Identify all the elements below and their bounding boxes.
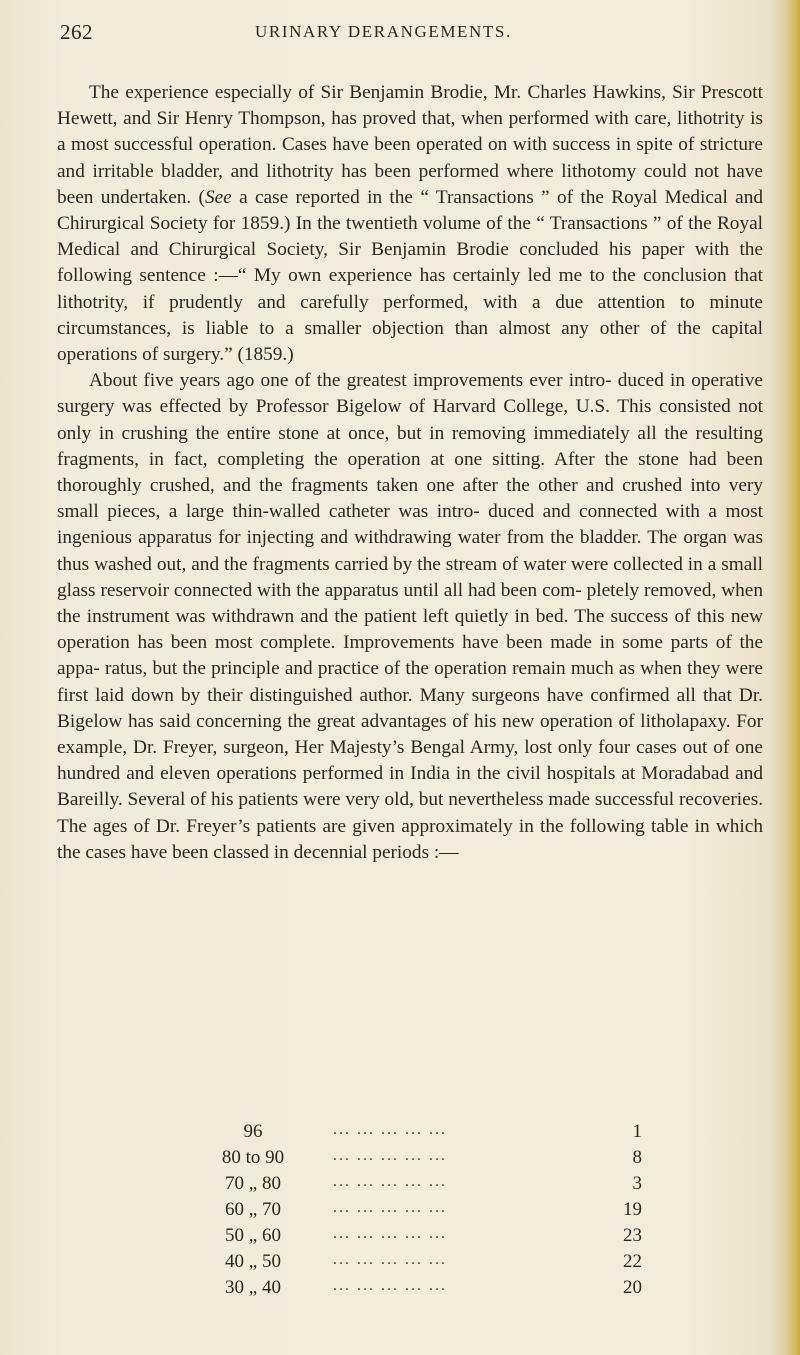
- case-count: 23: [623, 1225, 642, 1246]
- table-row: [0, 1225, 800, 1251]
- age-range: 96: [243, 1121, 263, 1142]
- page-number: 262: [60, 20, 93, 44]
- paragraph-1: [57, 80, 763, 368]
- age-range: 30 „ 40: [225, 1277, 281, 1298]
- paragraph-1-part-1: The experience especially of Sir Benjamin Brodie, Mr. Charles Hawkins, Sir Prescott Hewett, and Sir Henry Thompson, has proved that, when performed with care, lithotrity is a most successful operation. Cases have been operated on with success in spite of stricture and irritable bladder, and lithotrity has been performed where lithotomy could not have been undertaken. (: [57, 82, 763, 208]
- leader-dots: ... ... ... ... ...: [333, 1251, 447, 1268]
- table-row: [0, 1121, 800, 1147]
- case-count: 8: [632, 1147, 642, 1168]
- page-header: [60, 20, 760, 50]
- leader-dots: ... ... ... ... ...: [333, 1225, 447, 1242]
- table-row: [0, 1173, 800, 1199]
- case-count: 1: [632, 1121, 642, 1142]
- case-count: 3: [632, 1173, 642, 1194]
- age-range: 40 „ 50: [225, 1251, 281, 1272]
- running-head: URINARY DERANGEMENTS.: [255, 22, 512, 41]
- paragraph-2: About five years ago one of the greatest improvements ever intro- duced in operative surgery was effected by Professor Bigelow of Harvard College, U.S. This consisted not only in crushing the entire stone at once, but in removing immediately all the resulting fragments, in fact, completing the operation at one sitting. After the stone had been thoroughly crushed, and the fragments taken one after the other and crushed into very small pieces, a large thin-walled catheter was intro- duced and connected with a most ingenious apparatus for injecting and withdrawing water from the bladder. The organ was thus washed out, and the fragments carried by the stream of water were collected in a small glass reservoir connected with the apparatus until all had been com- pletely removed, when the instrument was withdrawn and the patient left quietly in bed. The success of this new operation has been most complete. Improvements have been made in some parts of the appa- ratus, but the principle and practice of the operation remain much as when they were first laid down by their distinguished author. Many surgeons have confirmed all that Dr. Bigelow has said concerning the great advantages of his new operation of litholapaxy. For example, Dr. Freyer, surgeon, Her Majesty’s Bengal Army, lost only four cases out of one hundred and eleven operations performed in India in the civil hospitals at Moradabad and Bareilly. Several of his patients were very old, but nevertheless made successful recoveries. The ages of Dr. Freyer’s patients are given approximately in the following table in which the cases have been classed in decennial periods :—: [57, 370, 764, 863]
- case-count: 19: [623, 1199, 642, 1220]
- table-row: [0, 1251, 800, 1277]
- table-row: [0, 1199, 800, 1225]
- leader-dots: ... ... ... ... ...: [333, 1199, 447, 1216]
- age-range: 80 to 90: [221, 1147, 285, 1168]
- age-range: 70 „ 80: [225, 1173, 281, 1194]
- age-range: 50 „ 60: [225, 1225, 281, 1246]
- paragraph-1-part-2: a case reported in the “ Transactions ” of the Royal Medical and Chirurgical Society for 1859.) In the twentieth volume of the “ Transactions ” of the Royal Medical and Chirurgical Society, Sir Benjamin Brodie concluded his paper with the following sentence :—“ My own experience has certainly led me to the conclusion that lithotrity, if prudently and carefully performed, with a due attention to minute circumstances, is liable to a smaller objection than almost any other of the capital operations of surgery.” (1859.): [57, 186, 763, 366]
- see-italic: See: [204, 186, 232, 208]
- age-range: 60 „ 70: [225, 1199, 281, 1220]
- case-count: 22: [623, 1251, 642, 1272]
- body-text: [57, 80, 763, 866]
- leader-dots: ... ... ... ... ...: [333, 1277, 447, 1294]
- table-row: [0, 1277, 800, 1303]
- case-count: 20: [623, 1277, 642, 1298]
- leader-dots: ... ... ... ... ...: [333, 1147, 447, 1164]
- table-row: [0, 1147, 800, 1173]
- leader-dots: ... ... ... ... ...: [333, 1121, 447, 1138]
- leader-dots: ... ... ... ... ...: [333, 1173, 447, 1190]
